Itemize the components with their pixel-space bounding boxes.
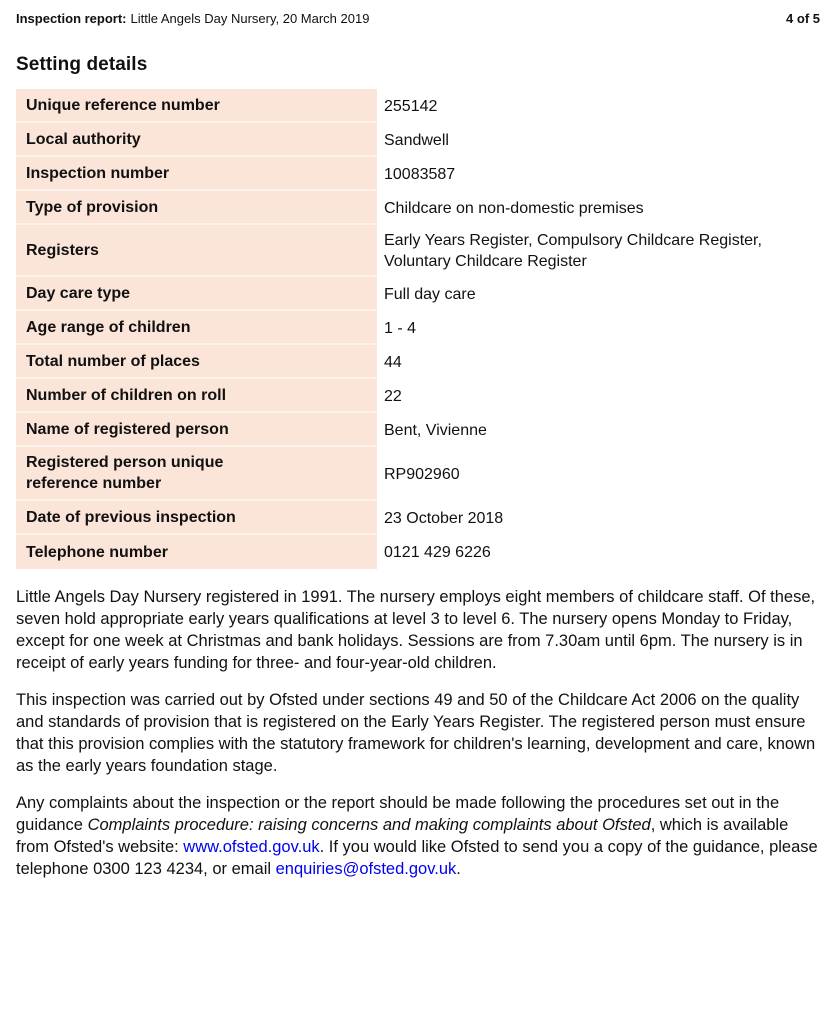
row-label [16,277,377,311]
table-row [16,501,820,535]
paragraph-complaints [16,792,820,880]
row-value: Childcare on non-domestic premises [384,199,644,217]
row-value: Full day care [384,285,476,303]
row-label-text: Telephone number [26,543,168,561]
complaints-text-phone: . If you would like Ofsted to send you a copy of the guidance, please telephone 0300 123 4234, or email [16,838,818,878]
row-label-text: Total number of places [26,352,200,370]
row-value: 1 - 4 [384,319,417,337]
row-label [16,157,377,191]
row-label-text: Name of registered person [26,420,229,438]
header-report-title: Little Angels Day Nursery, 20 March 2019 [130,11,370,26]
row-label [16,225,377,277]
row-label-text: Age range of children [26,318,191,336]
row-label-text: Registers [26,241,99,259]
row-label-text: Date of previous inspection [26,508,236,526]
page-header [16,11,820,27]
row-label-text: Registered person unique reference number [26,454,224,492]
table-row [16,123,820,157]
row-value: Bent, Vivienne [384,421,487,439]
complaints-text-middle: , which is available from Ofsted's website: [16,816,789,856]
row-label-text: Type of provision [26,198,159,216]
paragraph-about-setting: Little Angels Day Nursery registered in 1991. The nursery employs eight members of childcare staff. Of these, seven hold appropriate early years qualifications at level 3 to level 6. The nursery opens Monday to Friday, except for one week at Christmas and bank holidays. Sessions are from 7.30am until 6pm. The nursery is in receipt of early years funding for three- and four-year-old children. [16,588,816,672]
table-row [16,89,820,123]
row-value: RP902960 [384,465,460,483]
table-row [16,447,820,501]
table-row [16,413,820,447]
table-row [16,379,820,413]
row-label [16,447,377,501]
table-row [16,157,820,191]
row-label [16,501,377,535]
setting-details-table [16,89,820,569]
row-label [16,311,377,345]
paragraph-inspection-basis: This inspection was carried out by Ofsted under sections 49 and 50 of the Childcare Act 2006 on the quality and standards of provision that is registered on the Early Years Register. The registered person must ensure that this provision complies with the statutory framework for children's learning, development and care, known as the early years foundation stage. [16,691,816,775]
row-label-text: Day care type [26,284,131,302]
section-title: Setting details [16,54,148,75]
row-value: 22 [384,387,402,405]
page-number: 4 of 5 [786,11,820,26]
row-value: 23 October 2018 [384,509,504,527]
row-label-text: Number of children on roll [26,386,227,404]
row-label [16,535,377,569]
row-value: Sandwell [384,131,449,149]
row-value: 10083587 [384,165,456,183]
row-label [16,413,377,447]
header-running-title [16,11,369,27]
ofsted-website-link[interactable]: www.ofsted.gov.uk [183,838,320,856]
row-label-text: Inspection number [26,164,170,182]
guidance-document-title: Complaints procedure: raising concerns and making complaints about Ofsted [87,816,651,834]
row-value: 44 [384,353,402,371]
row-label [16,89,377,123]
row-label-text: Local authority [26,130,141,148]
table-row [16,311,820,345]
header-report-label: Inspection report: [16,11,127,26]
row-label-text: Unique reference number [26,96,220,114]
row-value: Early Years Register, Compulsory Childcare Register, Voluntary Childcare Register [384,232,762,270]
ofsted-email-link[interactable]: enquiries@ofsted.gov.uk [275,860,457,878]
table-row [16,277,820,311]
complaints-text-end: . [456,860,461,878]
table-row [16,345,820,379]
table-row [16,535,820,569]
table-row [16,191,820,225]
row-value: 255142 [384,97,438,115]
complaints-text-intro: Any complaints about the inspection or the report should be made following the procedures set out in the guidance [16,794,780,834]
row-label [16,345,377,379]
row-label [16,379,377,413]
row-label [16,191,377,225]
row-label [16,123,377,157]
row-value: 0121 429 6226 [384,543,491,561]
table-row [16,225,820,277]
